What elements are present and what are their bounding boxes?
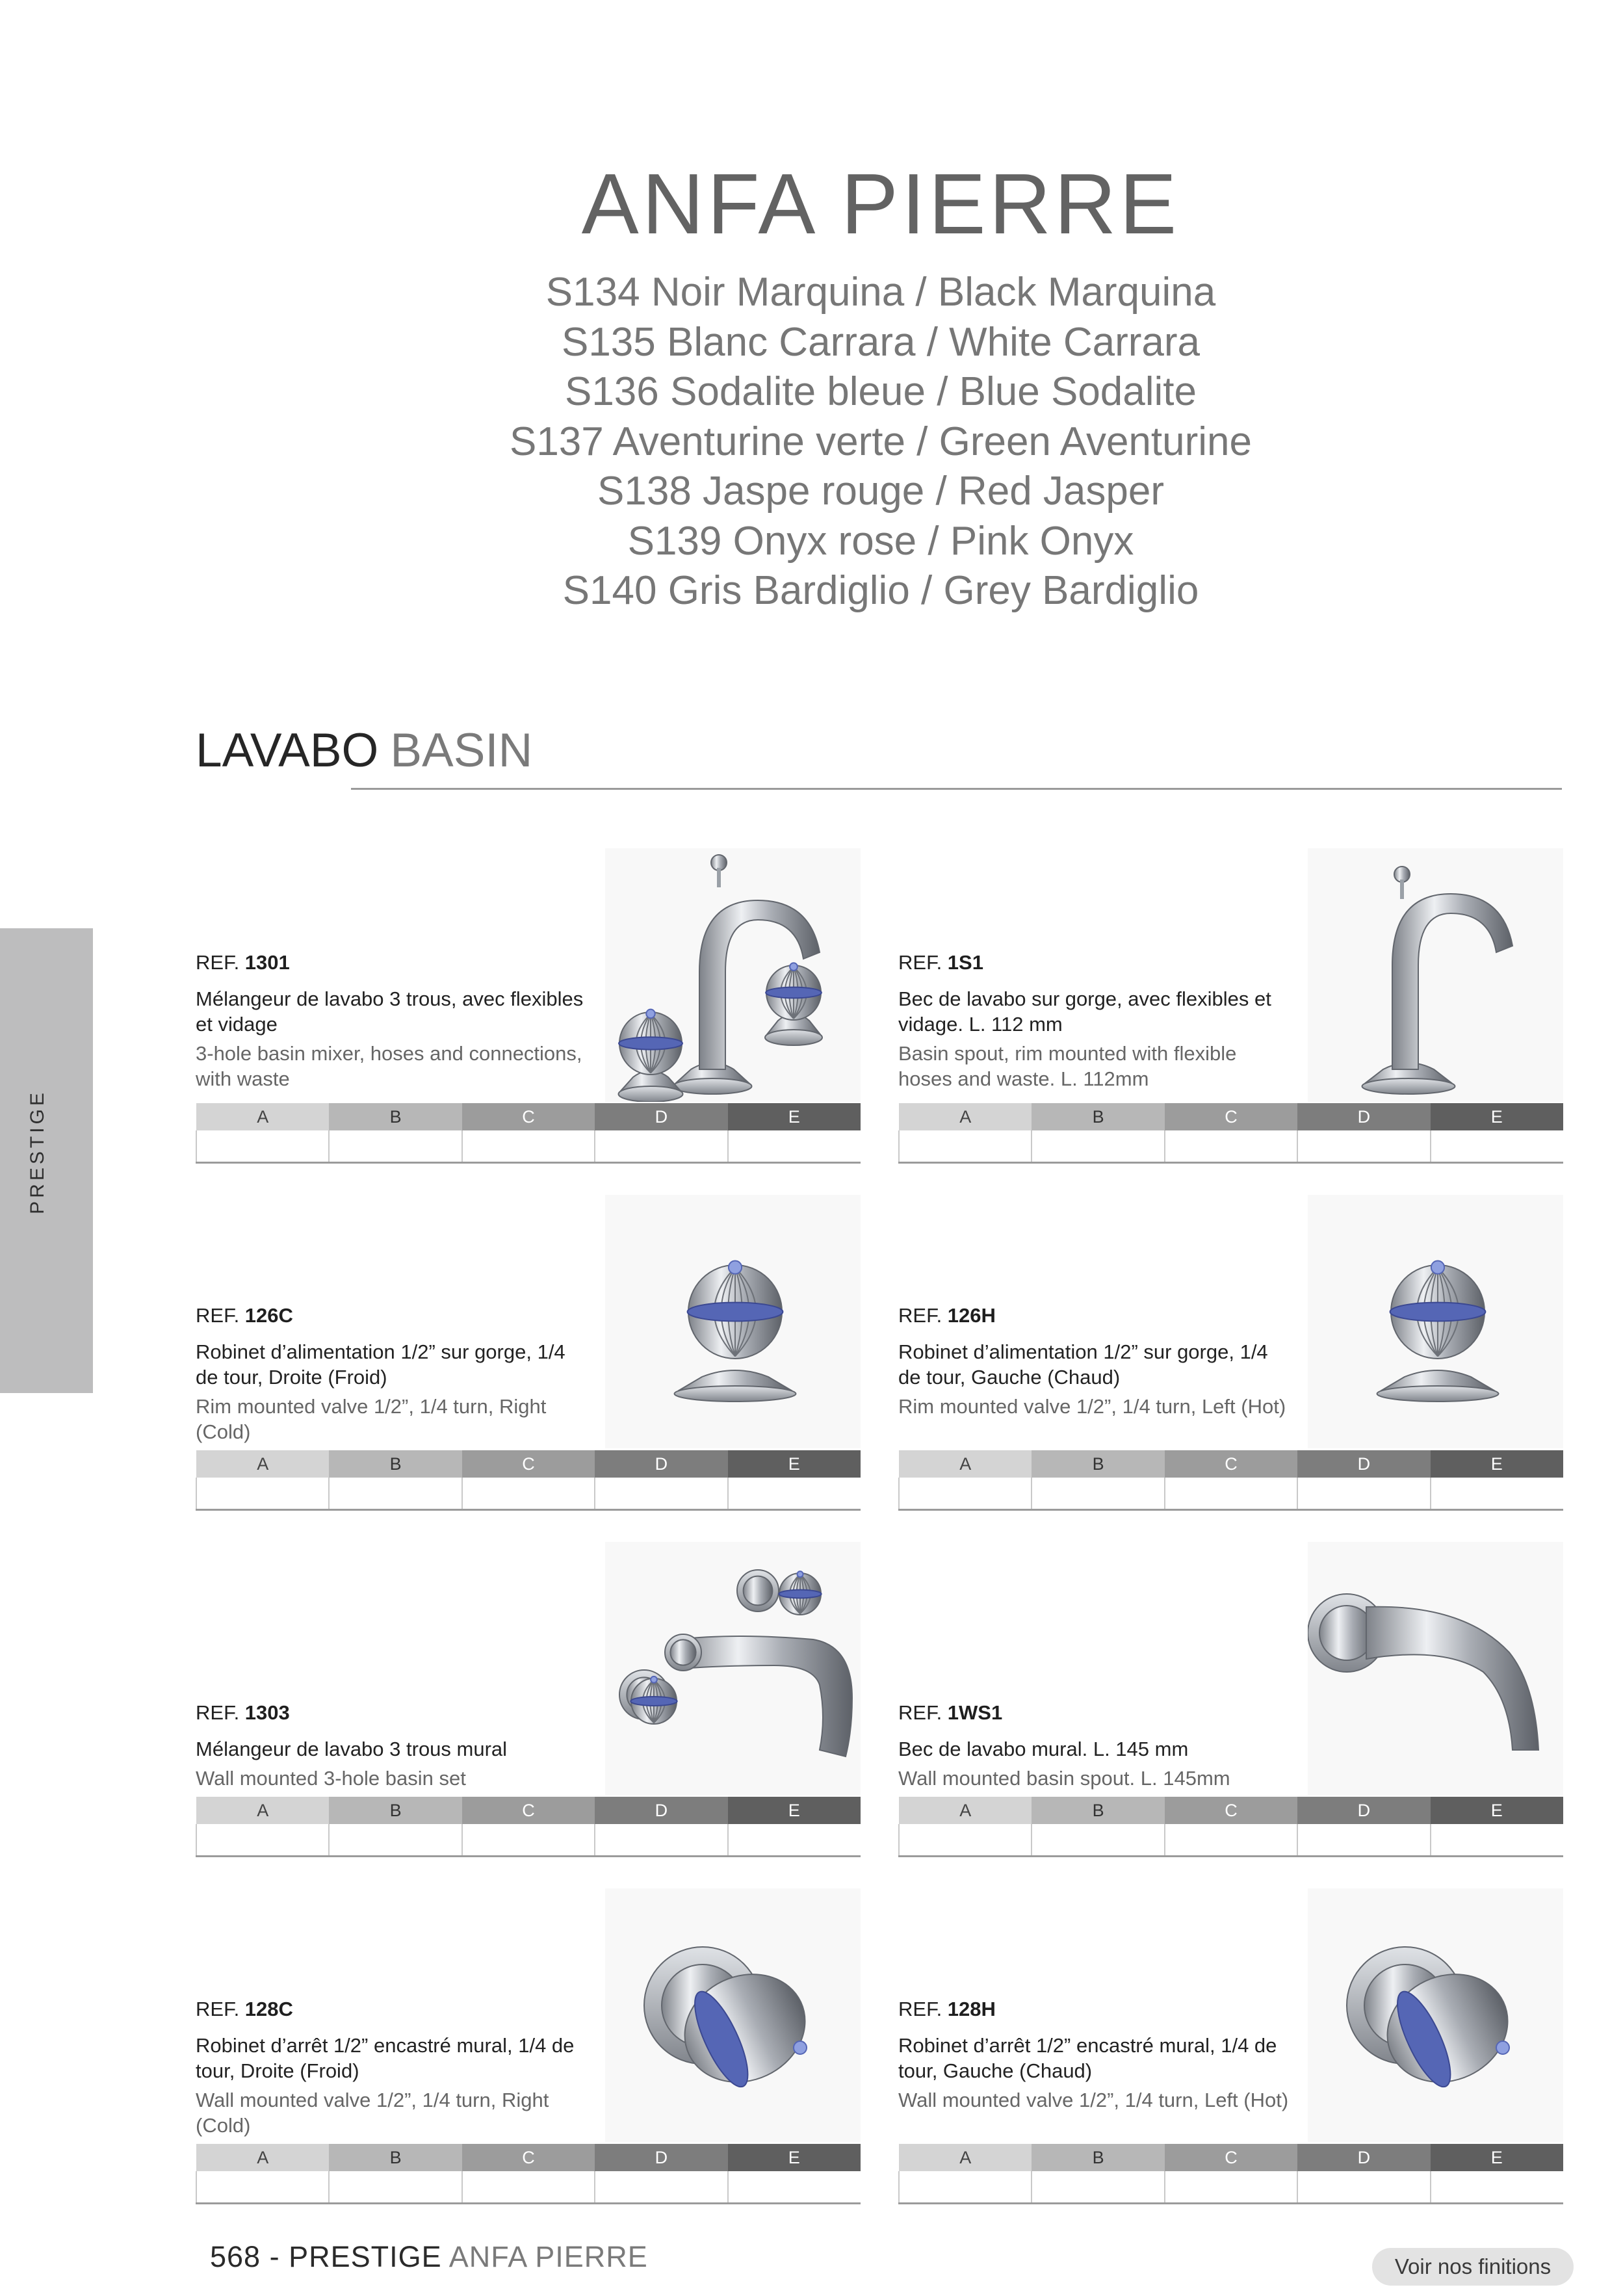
finish-column-header: C [462,2144,595,2171]
finish-cell [462,2171,595,2204]
footer-name: ANFA PIERRE [448,2240,648,2273]
view-finishes-button[interactable]: Voir nos finitions [1372,2248,1574,2286]
finish-cell [329,2171,461,2204]
finish-cell [462,1824,595,1857]
finish-item: S138 Jaspe rouge / Red Jasper [597,469,1164,514]
finish-column-header: B [1032,2144,1164,2171]
finish-cell [728,2171,861,2204]
finish-value-row [899,1478,1563,1510]
finish-column-header: B [329,2144,461,2171]
finish-cell [1165,1130,1297,1163]
description-en: Wall mounted 3-hole basin set [196,1767,466,1790]
ref-label: REF. [196,1998,245,2020]
description-en: Wall mounted valve 1/2”, 1/4 turn, Left (Hot) [898,2089,1289,2111]
product-description [898,1998,1295,2113]
ref-label: REF. [898,1701,948,1724]
finish-item: S135 Blanc Carrara / White Carrara [561,319,1201,365]
finish-column-header: E [728,1797,861,1824]
finish-cell [329,1824,461,1857]
finish-header-row [899,1797,1563,1824]
finish-column-header: E [1431,2144,1563,2171]
description-en: Wall mounted basin spout. L. 145mm [898,1767,1230,1790]
finish-cell [1297,1824,1430,1857]
finish-header-row [196,2144,861,2171]
product-card [898,1542,1563,1857]
finish-column-header: C [1165,1450,1297,1478]
ref-label: REF. [196,1701,245,1724]
finish-cell [1032,1478,1164,1510]
section-title-fr: LAVABO [196,724,379,777]
finish-column-header: C [462,1797,595,1824]
finish-column-header: B [1032,1450,1164,1478]
page-number: 568 [210,2240,261,2273]
finish-cell [196,1478,329,1510]
wall-basin-set-icon [605,1542,861,1795]
finish-value-row [899,1824,1563,1857]
description-en: 3-hole basin mixer, hoses and connections, with waste [196,1042,582,1090]
finish-table [196,1450,861,1511]
description-en: Wall mounted valve 1/2”, 1/4 turn, Right (Cold) [196,2089,549,2137]
finish-cell [1032,1824,1164,1857]
finish-table [898,1450,1563,1511]
finish-cell [196,2171,329,2204]
product-ref [898,951,1295,974]
product-card [898,1195,1563,1510]
finish-cell [899,2171,1032,2204]
finish-column-header: E [1431,1103,1563,1130]
finish-value-row [899,2171,1563,2204]
product-card [196,1195,861,1510]
product-description [196,951,592,1091]
finish-cell [1297,1130,1430,1163]
ref-code: 128H [947,1998,996,2020]
description-fr: Robinet d’alimentation 1/2” sur gorge, 1/4 de tour, Gauche (Chaud) [898,1340,1268,1389]
finish-item: S139 Onyx rose / Pink Onyx [627,518,1134,564]
description-fr: Bec de lavabo sur gorge, avec flexibles et vidage. L. 112 mm [898,987,1271,1036]
finish-cell [1165,2171,1297,2204]
finish-column-header: C [462,1450,595,1478]
product-card [196,848,861,1164]
product-ref [196,951,592,974]
rim-valve-icon [1308,1195,1563,1448]
ref-code: 1303 [244,1701,290,1724]
product-ref [196,1701,592,1725]
description-fr: Robinet d’arrêt 1/2” encastré mural, 1/4 de tour, Droite (Froid) [196,2034,575,2082]
finish-value-row [196,1130,861,1163]
finish-column-header: B [329,1103,461,1130]
finish-column-header: D [595,2144,727,2171]
finish-value-row [899,1130,1563,1163]
description-fr: Mélangeur de lavabo 3 trous mural [196,1738,508,1760]
finish-column-header: E [1431,1450,1563,1478]
description-en: Basin spout, rim mounted with flexible hoses and waste. L. 112mm [898,1042,1237,1090]
finish-column-header: B [1032,1797,1164,1824]
finish-table [898,1797,1563,1857]
finish-column-header: B [329,1450,461,1478]
finish-column-header: D [1297,2144,1430,2171]
product-card [898,848,1563,1164]
finish-column-header: D [1297,1797,1430,1824]
finish-header-row [899,1450,1563,1478]
description-fr: Robinet d’arrêt 1/2” encastré mural, 1/4 de tour, Gauche (Chaud) [898,2034,1277,2082]
footer-collection: PRESTIGE [289,2240,442,2273]
finish-column-header: A [196,1797,329,1824]
side-tab-label: PRESTIGE [27,1089,48,1214]
finish-table [196,1103,861,1164]
finish-cell [1297,2171,1430,2204]
finish-cell [595,1824,727,1857]
product-description [196,1304,592,1444]
ref-label: REF. [898,1304,948,1327]
finish-cell [1032,2171,1164,2204]
page-title: ANFA PIERRE [581,156,1180,252]
finish-cell [899,1824,1032,1857]
product-description [898,1304,1295,1419]
ref-label: REF. [898,1998,948,2020]
finish-cell [899,1130,1032,1163]
finish-table [196,1797,861,1857]
description-en: Rim mounted valve 1/2”, 1/4 turn, Left (Hot) [898,1395,1286,1418]
finish-column-header: A [899,1797,1032,1824]
footer-separator: - [261,2240,289,2273]
finish-table [898,1103,1563,1164]
finish-column-header: D [595,1450,727,1478]
ref-code: 126H [947,1304,996,1327]
finish-cell [1431,2171,1563,2204]
product-card [898,1888,1563,2204]
finish-column-header: C [462,1103,595,1130]
finish-column-header: A [196,1103,329,1130]
section-divider [351,788,1562,790]
finish-header-row [899,1103,1563,1130]
product-ref [196,1304,592,1327]
finish-cell [728,1478,861,1510]
description-fr: Mélangeur de lavabo 3 trous, avec flexibles et vidage [196,987,584,1036]
section-title-en: BASIN [390,724,533,777]
finish-column-header: D [595,1103,727,1130]
product-description [898,951,1295,1091]
finish-column-header: E [728,2144,861,2171]
finish-column-header: A [899,2144,1032,2171]
wall-valve-icon [1308,1888,1563,2142]
finish-column-header: C [1165,1103,1297,1130]
finish-item: S136 Sodalite bleue / Blue Sodalite [564,369,1197,414]
product-card [196,1542,861,1857]
finish-item: S140 Gris Bardiglio / Grey Bardiglio [562,568,1199,613]
ref-label: REF. [196,951,245,974]
finish-column-header: A [899,1103,1032,1130]
description-en: Rim mounted valve 1/2”, 1/4 turn, Right (Cold) [196,1395,547,1443]
finish-cell [595,1478,727,1510]
product-ref [898,1304,1295,1327]
finish-cell [329,1478,461,1510]
finish-column-header: A [899,1450,1032,1478]
wall-spout-icon [1308,1542,1563,1795]
finish-cell [196,1824,329,1857]
product-description [196,1998,592,2138]
ref-code: 1301 [244,951,290,974]
finish-cell [1165,1824,1297,1857]
finish-column-header: D [1297,1450,1430,1478]
finish-cell [595,1130,727,1163]
wall-valve-icon [605,1888,861,2142]
finish-header-row [196,1797,861,1824]
finish-cell [462,1130,595,1163]
product-description [898,1701,1295,1791]
finish-column-header: B [1032,1103,1164,1130]
product-card [196,1888,861,2204]
finish-column-header: E [1431,1797,1563,1824]
finish-column-header: B [329,1797,461,1824]
section-heading [196,724,532,777]
basin-spout-icon [1308,848,1563,1102]
finish-header-row [899,2144,1563,2171]
finish-list [0,268,1623,616]
finish-header-row [196,1450,861,1478]
product-ref [898,1701,1295,1725]
finish-cell [462,1478,595,1510]
finish-cell [1431,1478,1563,1510]
finish-cell [1431,1824,1563,1857]
finish-column-header: E [728,1450,861,1478]
finish-item: S137 Aventurine verte / Green Aventurine [509,419,1253,464]
basin-mixer-3-hole-icon [605,848,861,1102]
finish-cell [728,1130,861,1163]
ref-code: 126C [244,1304,293,1327]
product-ref [196,1998,592,2021]
finish-table [196,2144,861,2204]
finish-column-header: E [728,1103,861,1130]
finish-cell [728,1824,861,1857]
finish-column-header: A [196,1450,329,1478]
finish-column-header: D [1297,1103,1430,1130]
finish-cell [595,2171,727,2204]
finish-column-header: C [1165,2144,1297,2171]
ref-label: REF. [898,951,948,974]
finish-table [898,2144,1563,2204]
ref-code: 1WS1 [947,1701,1003,1724]
finish-header-row [196,1103,861,1130]
product-description [196,1701,592,1791]
finish-value-row [196,1824,861,1857]
ref-code: 128C [244,1998,293,2020]
ref-label: REF. [196,1304,245,1327]
description-fr: Robinet d’alimentation 1/2” sur gorge, 1/4 de tour, Droite (Froid) [196,1340,565,1389]
finish-cell [1032,1130,1164,1163]
finish-cell [1297,1478,1430,1510]
finish-cell [329,1130,461,1163]
finish-cell [899,1478,1032,1510]
finish-cell [1165,1478,1297,1510]
finish-value-row [196,2171,861,2204]
finish-value-row [196,1478,861,1510]
finish-item: S134 Noir Marquina / Black Marquina [545,270,1216,315]
page-footer [210,2240,648,2274]
ref-code: 1S1 [947,951,983,974]
product-ref [898,1998,1295,2021]
finish-column-header: A [196,2144,329,2171]
finish-cell [1431,1130,1563,1163]
finish-cell [196,1130,329,1163]
finish-column-header: C [1165,1797,1297,1824]
rim-valve-icon [605,1195,861,1448]
finish-column-header: D [595,1797,727,1824]
description-fr: Bec de lavabo mural. L. 145 mm [898,1738,1189,1760]
